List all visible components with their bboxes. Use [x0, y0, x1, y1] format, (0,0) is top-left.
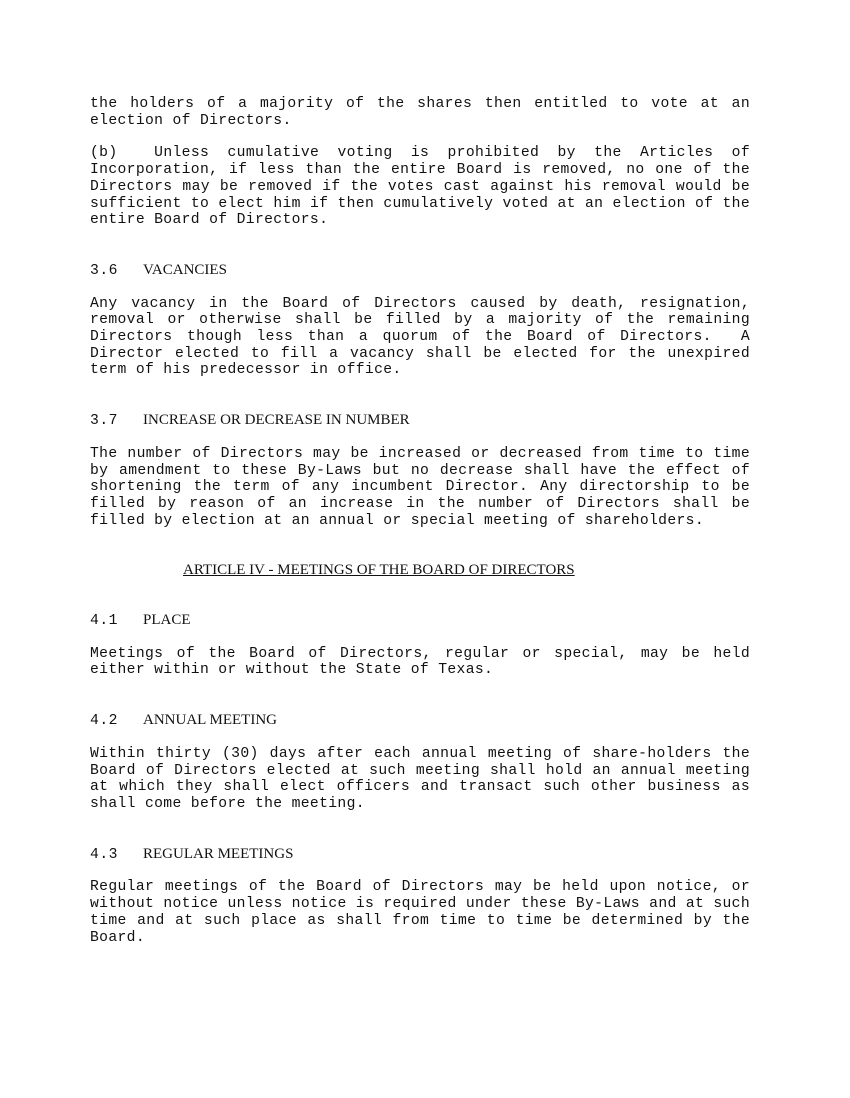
section-heading-3-7	[90, 412, 750, 430]
paragraph-annual-meeting: Within thirty (30) days after each annual meeting of share-holders the Board of Directors elected at such meeting shall hold an annual meeting at which they shall elect officers and transact such other business as shall come before the meeting.	[90, 745, 750, 812]
section-number: 4.3	[90, 846, 118, 863]
section-heading-4-3	[90, 846, 750, 864]
paragraph-place: Meetings of the Board of Directors, regular or special, may be held either within or without the State of Texas.	[90, 645, 750, 679]
section-title: REGULAR MEETINGS	[143, 845, 294, 862]
section-title: PLACE	[143, 612, 191, 629]
paragraph-regular-meetings: Regular meetings of the Board of Directors may be held upon notice, or without notice unless notice is required under these By-Laws and at such time and at such place as shall from time to time be determined by the Board.	[90, 879, 750, 946]
article-heading: ARTICLE IV - MEETINGS OF THE BOARD OF DIRECTORS	[183, 562, 575, 579]
paragraph-voting-continuation: the holders of a majority of the shares then entitled to vote at an election of Directors.	[90, 96, 750, 129]
section-heading-4-2	[90, 712, 750, 730]
section-number: 3.6	[90, 262, 118, 279]
section-number: 3.7	[90, 413, 118, 430]
paragraph-increase-decrease: The number of Directors may be increased or decreased from time to time by amendment to these By-Laws but no decrease shall have the effect of shortening the term of any incumbent Director. Any directorship to be filled by reason of an increase in the number of Directors shall be filled by election at an annual or special meeting of shareholders.	[90, 445, 750, 529]
section-number: 4.2	[90, 713, 118, 730]
section-title: ANNUAL MEETING	[143, 712, 278, 729]
section-title: INCREASE OR DECREASE IN NUMBER	[143, 412, 410, 429]
section-heading-4-1	[90, 612, 750, 630]
section-title: VACANCIES	[143, 261, 227, 278]
paragraph-cumulative-voting: (b) Unless cumulative voting is prohibited by the Articles of Incorporation, if less than the entire Board is removed, no one of the Directors may be removed if the votes cast against his removal would be sufficient to elect him if then cumulatively voted at an election of the entire Board of Directors.	[90, 145, 760, 229]
section-heading-3-6	[90, 262, 750, 280]
section-number: 4.1	[90, 613, 118, 630]
document-page	[90, 96, 760, 946]
paragraph-vacancies: Any vacancy in the Board of Directors caused by death, resignation, removal or otherwise shall be filled by a majority of the remaining Directors though less than a quorum of the Board of Directors. A Director elected to fill a vacancy shall be elected for the unexpired term of his predecessor in office.	[90, 295, 760, 379]
